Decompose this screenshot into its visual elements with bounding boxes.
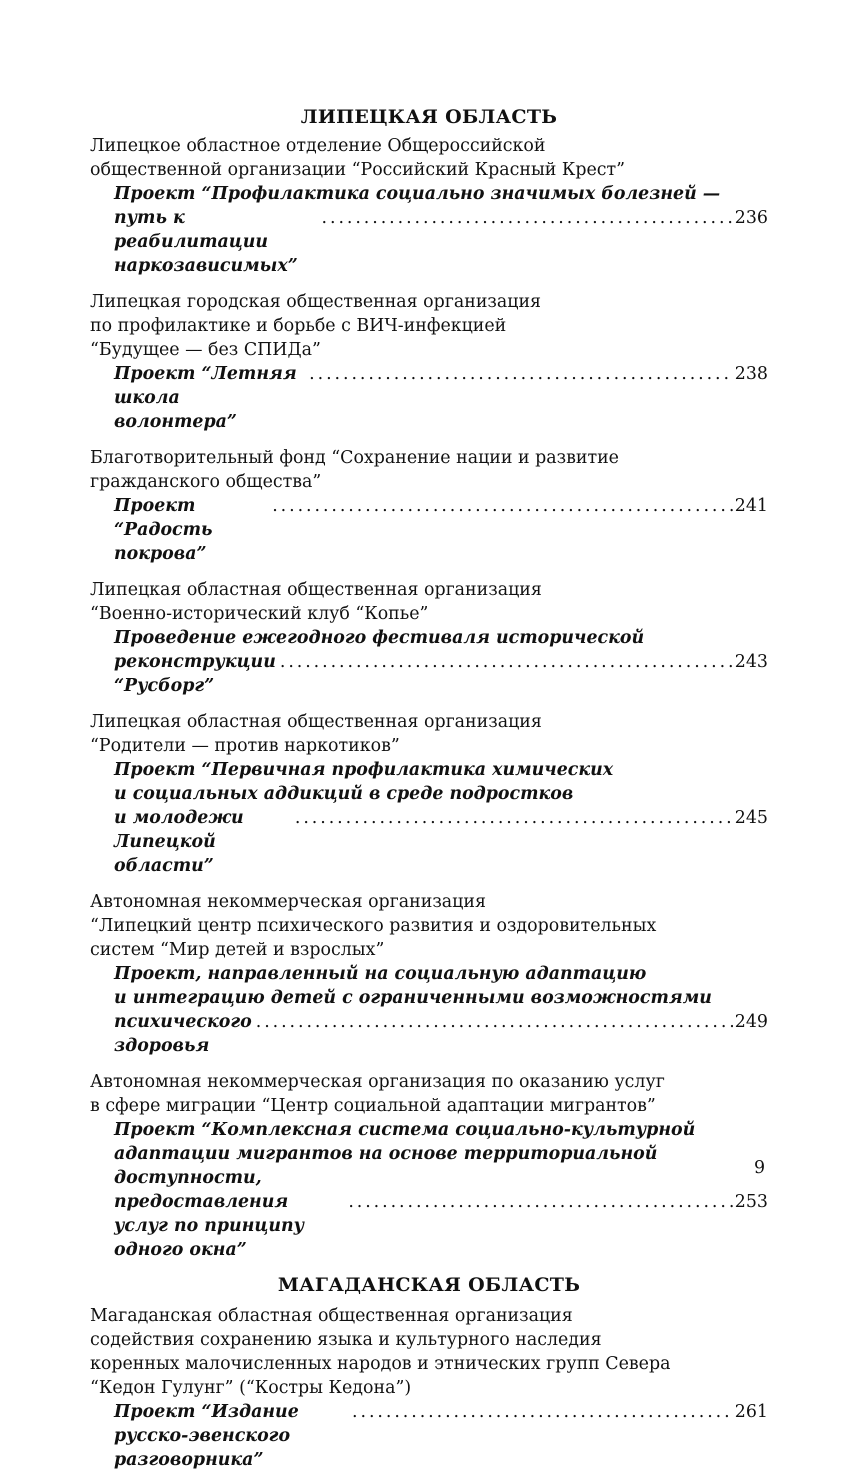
organization-line: “Липецкий центр психического развития и оздоровительных — [90, 916, 657, 936]
toc-entry[interactable] — [90, 134, 768, 278]
organization-line: “Военно-исторический клуб “Копье” — [90, 604, 429, 624]
project-title-line: психического здоровья — [114, 1012, 252, 1056]
toc-entry[interactable] — [90, 446, 768, 566]
project-title — [90, 494, 768, 566]
toc-entry[interactable] — [90, 1070, 768, 1262]
organization-name — [90, 578, 768, 626]
organization-line: по профилактике и борьбе с ВИЧ-инфекцией — [90, 316, 507, 336]
organization-name — [90, 890, 768, 962]
page-reference[interactable]: 245 — [734, 808, 768, 828]
project-title-line: Проект “Профилактика социально значимых болезней — — [114, 184, 721, 204]
organization-name — [90, 1304, 768, 1400]
toc-entry[interactable] — [90, 578, 768, 698]
toc-entry[interactable] — [90, 290, 768, 434]
project-title-line: Проект “Радость покрова” — [114, 496, 213, 564]
organization-line: Автономная некоммерческая организация — [90, 892, 486, 912]
project-title-line: и интеграцию детей с ограниченными возможностями — [114, 988, 712, 1008]
page-reference[interactable]: 236 — [734, 208, 768, 228]
project-title-line: реконструкции “Русборг” — [114, 652, 276, 696]
project-title-line: и социальных аддикций в среде подростков — [114, 784, 574, 804]
organization-line: “Родители — против наркотиков” — [90, 736, 400, 756]
organization-line: общественной организации “Российский Красный Крест” — [90, 160, 626, 180]
organization-line: “Будущее — без СПИДа” — [90, 340, 321, 360]
leader-dots — [322, 206, 733, 230]
organization-name — [90, 290, 768, 362]
page-reference[interactable]: 249 — [734, 1012, 768, 1032]
project-title-line: адаптации мигрантов на основе территориальной доступности, — [114, 1144, 658, 1188]
project-title-line: Проект “Летняя школа волонтера” — [114, 364, 297, 432]
toc-entry[interactable] — [90, 1304, 768, 1472]
project-title-line: Проект “Издание русско-эвенского разговорника” — [114, 1402, 299, 1470]
page-number: 9 — [754, 1158, 766, 1178]
toc-entry[interactable] — [90, 890, 768, 1058]
organization-line: Магаданская областная общественная организация — [90, 1306, 573, 1326]
project-title — [90, 1400, 768, 1472]
organization-line: Липецкое областное отделение Общероссийской — [90, 136, 546, 156]
leader-dots — [280, 650, 733, 674]
section-heading: МАГАДАНСКАЯ ОБЛАСТЬ — [277, 1274, 581, 1296]
organization-line: Липецкая городская общественная организация — [90, 292, 542, 312]
project-title — [90, 182, 768, 278]
leader-dots — [309, 362, 733, 386]
organization-line: Липецкая областная общественная организация — [90, 580, 542, 600]
toc-page — [90, 104, 768, 1472]
organization-name — [90, 446, 768, 494]
organization-name — [90, 1070, 768, 1118]
organization-line: гражданского общества” — [90, 472, 322, 492]
project-title — [90, 1118, 768, 1262]
project-title — [90, 962, 768, 1058]
leader-dots — [348, 1190, 732, 1214]
page-reference[interactable]: 241 — [734, 496, 768, 516]
project-title-line: Проведение ежегодного фестиваля исторической — [114, 628, 645, 648]
project-title-line: и молодежи Липецкой области” — [114, 808, 244, 876]
project-title-line: Проект, направленный на социальную адаптацию — [114, 964, 647, 984]
page-reference[interactable]: 238 — [734, 364, 768, 384]
project-title — [90, 362, 768, 434]
leader-dots — [272, 494, 733, 518]
section-heading: ЛИПЕЦКАЯ ОБЛАСТЬ — [300, 106, 558, 128]
page-reference[interactable]: 253 — [734, 1192, 768, 1212]
project-title — [90, 626, 768, 698]
organization-name — [90, 134, 768, 182]
leader-dots — [256, 1010, 733, 1034]
organization-line: в сфере миграции “Центр социальной адаптации мигрантов” — [90, 1096, 656, 1116]
organization-line: Благотворительный фонд “Сохранение нации и развитие — [90, 448, 619, 468]
page-reference[interactable]: 261 — [734, 1402, 768, 1422]
project-title-line: Проект “Первичная профилактика химических — [114, 760, 614, 780]
organization-name — [90, 710, 768, 758]
page-reference[interactable]: 243 — [734, 652, 768, 672]
organization-line: систем “Мир детей и взрослых” — [90, 940, 385, 960]
project-title — [90, 758, 768, 878]
leader-dots — [295, 806, 733, 830]
organization-line: “Кедон Гулунг” (“Костры Кедона”) — [90, 1378, 412, 1398]
project-title-line: путь к реабилитации наркозависимых” — [114, 208, 298, 276]
organization-line: содействия сохранению языка и культурного наследия — [90, 1330, 602, 1350]
project-title-line: предоставления услуг по принципу одного окна” — [114, 1192, 305, 1260]
project-title-line: Проект “Комплексная система социально-культурной — [114, 1120, 696, 1140]
leader-dots — [352, 1400, 733, 1424]
organization-line: коренных малочисленных народов и этнических групп Севера — [90, 1354, 671, 1374]
organization-line: Липецкая областная общественная организация — [90, 712, 542, 732]
toc-entry[interactable] — [90, 710, 768, 878]
organization-line: Автономная некоммерческая организация по оказанию услуг — [90, 1072, 665, 1092]
